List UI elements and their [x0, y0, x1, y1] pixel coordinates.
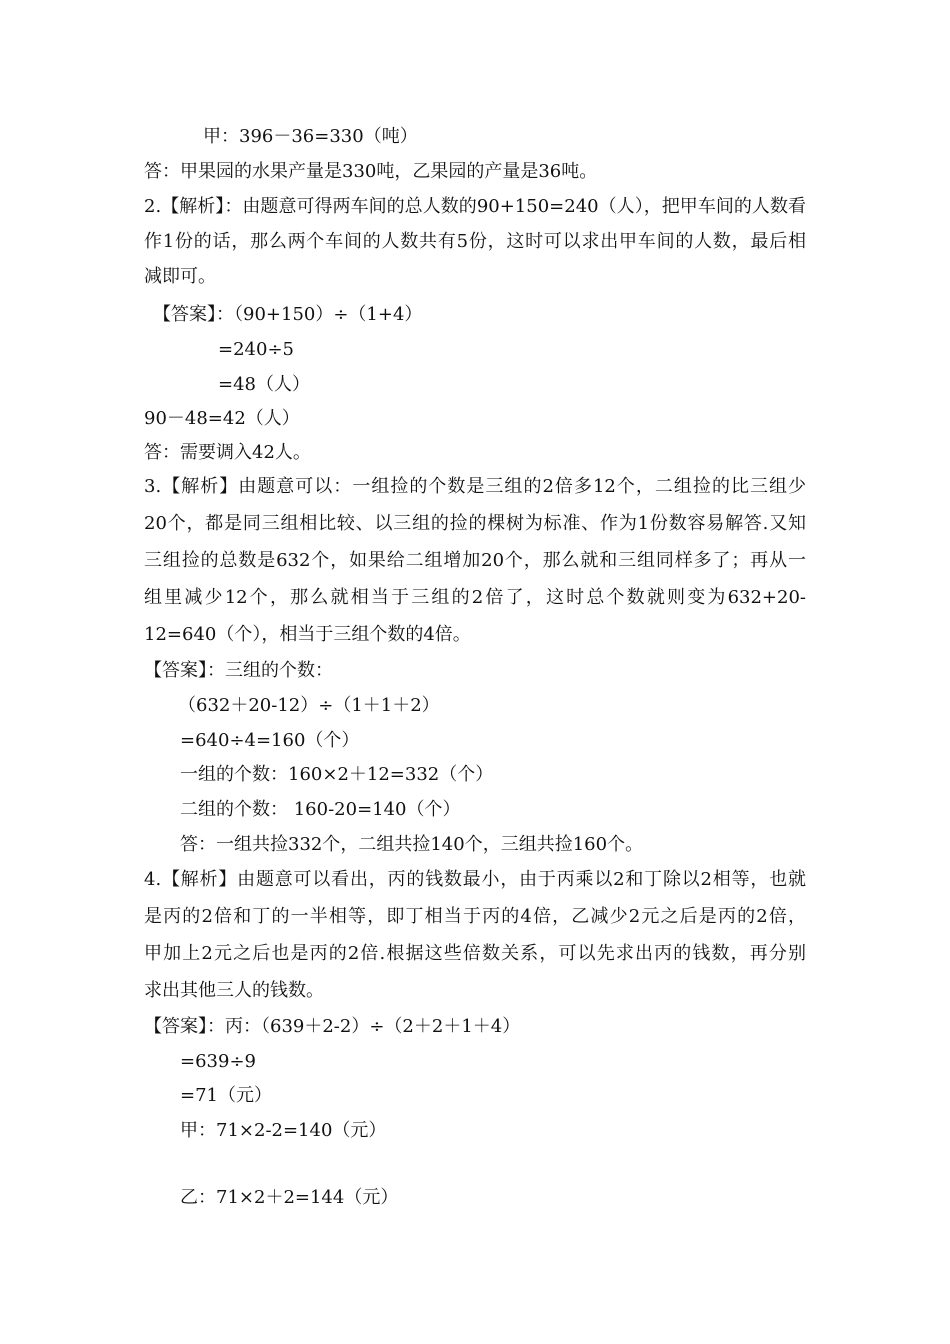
- text-line-6: 【答案】：（90+150）÷（1+4）: [153, 304, 423, 325]
- text-line-2: 答：甲果园的水果产量是330吨，乙果园的产量是36吨。: [144, 161, 598, 182]
- text-line-20: 二组的个数： 160-20=140（个）: [180, 799, 461, 820]
- text-line-29: 甲：71×2-2=140（元）: [180, 1120, 387, 1141]
- text-line-3: 2.【解析】：由题意可得两车间的总人数的90+150=240（人），把甲车间的人数看: [144, 196, 806, 217]
- text-line-9: 90－48=42（人）: [144, 408, 300, 429]
- text-line-10: 答：需要调入42人。: [144, 442, 311, 463]
- text-line-30: 乙：71×2＋2=144（元）: [180, 1187, 399, 1208]
- text-line-14: 组里减少12个，那么就相当于三组的2倍了，这时总个数就则变为632+20-: [144, 587, 806, 608]
- text-line-22: 4.【解析】由题意可以看出，丙的钱数最小，由于丙乘以2和丁除以2相等，也就: [144, 869, 806, 890]
- text-line-27: =639÷9: [180, 1051, 256, 1072]
- text-line-28: =71（元）: [180, 1085, 272, 1106]
- text-line-17: （632＋20-12）÷（1＋1＋2）: [178, 695, 440, 716]
- text-line-16: 【答案】：三组的个数：: [144, 660, 333, 681]
- text-line-7: =240÷5: [218, 339, 294, 360]
- text-line-4: 作1份的话，那么两个车间的人数共有5份，这时可以求出甲车间的人数，最后相: [144, 231, 806, 252]
- text-line-8: =48（人）: [218, 374, 310, 395]
- text-line-15: 12=640（个），相当于三组个数的4倍。: [144, 624, 471, 645]
- text-line-23: 是丙的2倍和丁的一半相等，即丁相当于丙的4倍，乙减少2元之后是丙的2倍，: [144, 906, 806, 927]
- text-line-12: 20个，都是同三组相比较、以三组的捡的棵树为标准、作为1份数容易解答.又知: [144, 513, 806, 534]
- text-line-13: 三组捡的总数是632个，如果给二组增加20个，那么就和三组同样多了；再从一: [144, 550, 806, 571]
- text-line-24: 甲加上2元之后也是丙的2倍.根据这些倍数关系，可以先求出丙的钱数，再分别: [144, 943, 806, 964]
- text-line-19: 一组的个数：160×2＋12=332（个）: [180, 764, 494, 785]
- text-line-26: 【答案】：丙：（639＋2-2）÷（2＋2＋1＋4）: [144, 1016, 521, 1037]
- text-line-21: 答：一组共捡332个，二组共捡140个，三组共捡160个。: [180, 834, 644, 855]
- text-line-11: 3.【解析】由题意可以：一组捡的个数是三组的2倍多12个，二组捡的比三组少: [144, 476, 806, 497]
- text-line-5: 减即可。: [144, 266, 216, 287]
- text-line-18: =640÷4=160（个）: [180, 730, 360, 751]
- text-line-1: 甲：396－36=330（吨）: [203, 126, 418, 147]
- text-line-25: 求出其他三人的钱数。: [144, 980, 324, 1001]
